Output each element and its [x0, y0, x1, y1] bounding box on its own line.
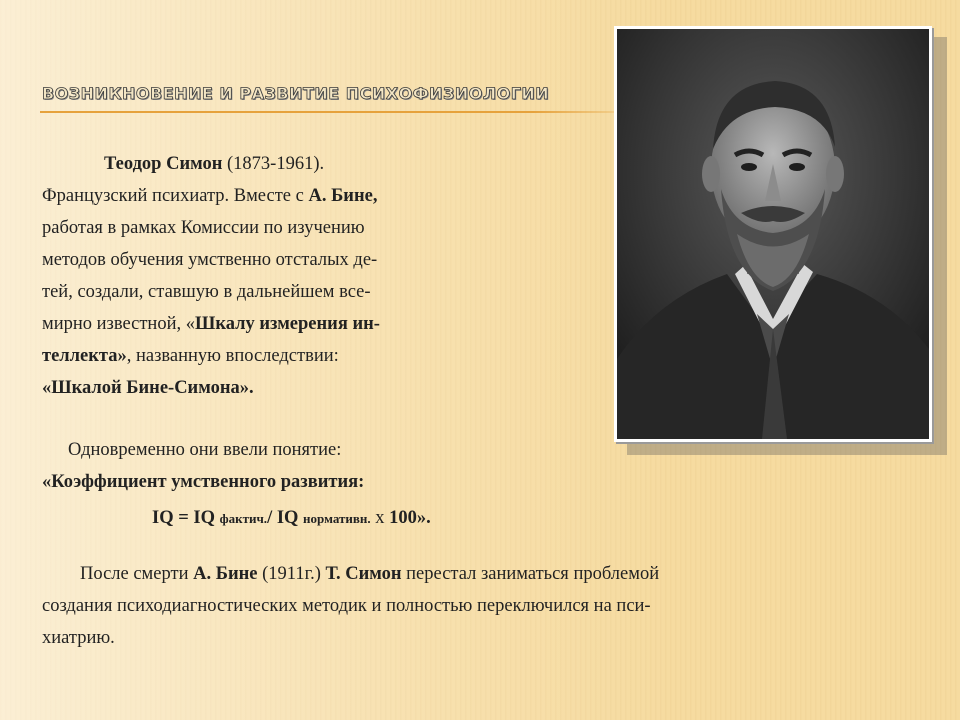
para1-line5: тей, создали, ставшую в дальнейшем все-	[42, 282, 371, 302]
para3-text: После смерти	[80, 564, 194, 584]
spacer	[42, 404, 782, 434]
para1-line1	[42, 148, 782, 180]
para3-text: (1911г.)	[257, 564, 326, 584]
para2-line2: «Коэффициент умственного развития:	[42, 472, 365, 492]
formula-part: / IQ	[267, 508, 304, 528]
para3-line1	[42, 558, 782, 590]
para1-line4: методов обучения умственно отсталых де-	[42, 250, 378, 270]
para3-text: перестал заниматься проблемой	[401, 564, 660, 584]
para1-line3: работая в рамках Комиссии по изучению	[42, 218, 365, 238]
iq-formula	[42, 498, 782, 538]
para1-line7	[42, 340, 782, 372]
para2-line1: Одновременно они ввели понятие:	[68, 440, 342, 460]
formula-part: 100».	[389, 508, 431, 528]
para1-text: Французский психиатр. Вместе с	[42, 186, 309, 206]
spacer	[42, 538, 782, 558]
formula-part: IQ = IQ	[152, 508, 220, 528]
formula-part: х	[370, 508, 390, 528]
para1-line6	[42, 308, 782, 340]
person-name: Теодор Симон	[104, 154, 223, 174]
person-years: (1873-1961).	[222, 154, 325, 174]
para1-text: мирно известной, «	[42, 314, 195, 334]
formula-sub: нормативн.	[303, 511, 371, 526]
para1-line2	[42, 180, 782, 212]
slide-body	[42, 148, 782, 654]
para3-line3: хиатрию.	[42, 628, 115, 648]
para1-bold: теллекта»	[42, 346, 127, 366]
para1-line8: «Шкалой Бине-Симона».	[42, 378, 254, 398]
para1-bold: Шкалу измерения ин-	[195, 314, 380, 334]
para1-text: , названную впоследствии:	[126, 346, 339, 366]
title-underline	[40, 111, 620, 113]
para3-line2: создания психодиагностических методик и полностью переключился на пси-	[42, 596, 651, 616]
slide-title: ВОЗНИКНОВЕНИЕ И РАЗВИТИЕ ПСИХОФИЗИОЛОГИИ	[42, 84, 550, 103]
para3-bold: Т. Симон	[325, 564, 402, 584]
formula-sub: фактич.	[219, 511, 268, 526]
para1-bold: А. Бине,	[308, 186, 378, 206]
para3-bold: А. Бине	[193, 564, 258, 584]
